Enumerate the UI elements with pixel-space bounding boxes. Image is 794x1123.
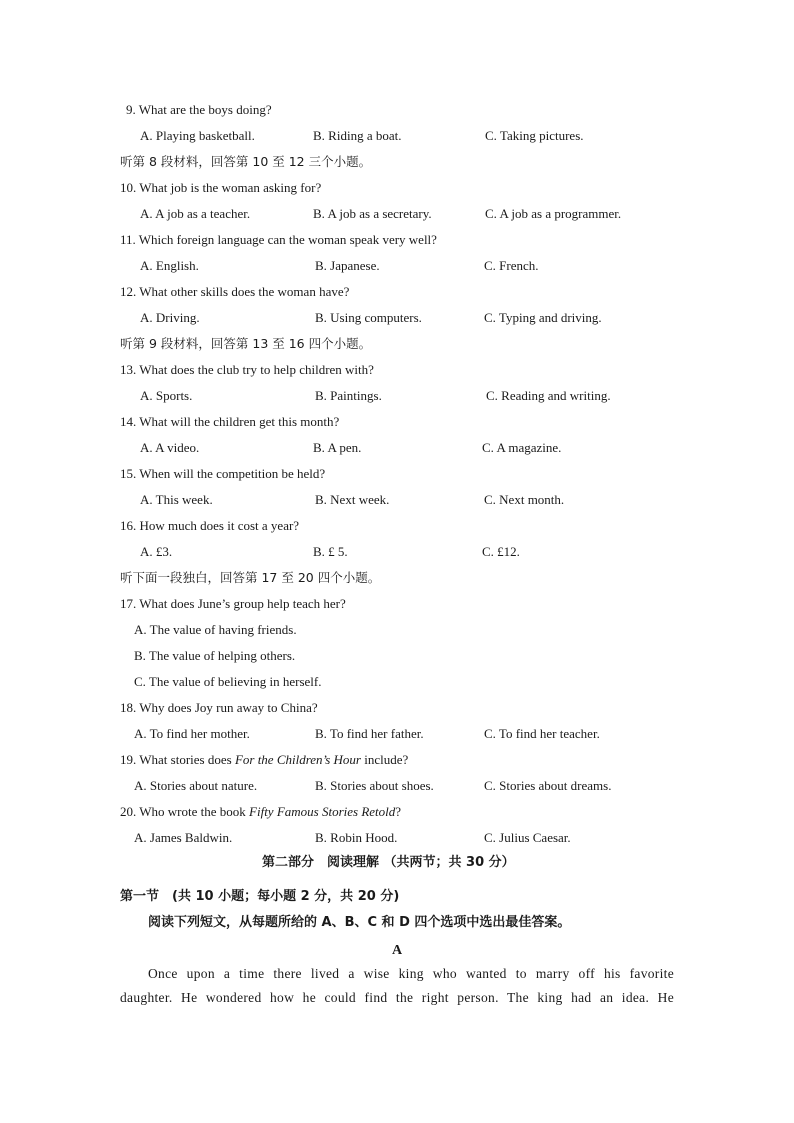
question-15: 15. When will the competition be held? bbox=[120, 466, 326, 481]
q17-option-c: C. The value of believing in herself. bbox=[134, 674, 322, 689]
q11-option-c: C. French. bbox=[484, 258, 539, 273]
q18-option-c: C. To find her teacher. bbox=[484, 726, 600, 741]
q15-option-a: A. This week. bbox=[140, 492, 213, 507]
question-10: 10. What job is the woman asking for? bbox=[120, 180, 322, 195]
section-8-instruction: 听第 8 段材料，回答第 10 至 12 三个小题。 bbox=[120, 154, 372, 169]
q19-option-b: B. Stories about shoes. bbox=[315, 778, 434, 793]
q16-option-b: B. £ 5. bbox=[313, 544, 348, 559]
q19-option-c: C. Stories about dreams. bbox=[484, 778, 612, 793]
q13-option-a: A. Sports. bbox=[140, 388, 193, 403]
q14-option-c: C. A magazine. bbox=[482, 440, 562, 455]
q20-option-b: B. Robin Hood. bbox=[315, 830, 398, 845]
q12-option-c: C. Typing and driving. bbox=[484, 310, 602, 325]
question-20-stem-start: 20. Who wrote the book bbox=[120, 804, 250, 819]
q15-option-b: B. Next week. bbox=[315, 492, 390, 507]
book-title: Fifty Famous Stories Retold bbox=[249, 804, 396, 819]
q18-option-a: A. To find her mother. bbox=[134, 726, 250, 741]
q14-option-a: A. A video. bbox=[140, 440, 200, 455]
question-20-stem-end: ? bbox=[395, 804, 402, 819]
q9-option-a: A. Playing basketball. bbox=[140, 128, 255, 143]
book-title: For the Children’s Hour bbox=[234, 752, 361, 767]
q13-option-b: B. Paintings. bbox=[315, 388, 382, 403]
q16-option-c: C. £12. bbox=[482, 544, 520, 559]
q13-option-c: C. Reading and writing. bbox=[486, 388, 611, 403]
question-17: 17. What does June’s group help teach her? bbox=[120, 596, 346, 611]
q17-option-a: A. The value of having friends. bbox=[134, 622, 297, 637]
section-10-instruction: 听下面一段独白，回答第 17 至 20 四个小题。 bbox=[120, 570, 381, 585]
q11-option-b: B. Japanese. bbox=[315, 258, 380, 273]
q17-option-b: B. The value of helping others. bbox=[134, 648, 296, 663]
q10-option-a: A. A job as a teacher. bbox=[140, 206, 251, 221]
q11-option-a: A. English. bbox=[140, 258, 199, 273]
q19-option-a: A. Stories about nature. bbox=[134, 778, 258, 793]
q20-option-a: A. James Baldwin. bbox=[134, 830, 233, 845]
q15-option-c: C. Next month. bbox=[484, 492, 565, 507]
q12-option-b: B. Using computers. bbox=[315, 310, 422, 325]
question-11: 11. Which foreign language can the woman speak very well? bbox=[120, 232, 437, 247]
q12-option-a: A. Driving. bbox=[140, 310, 200, 325]
section-1-heading: 第一节 (共 10 小题；每小题 2 分，共 20 分) bbox=[120, 889, 400, 904]
q16-option-a: A. £3. bbox=[140, 544, 173, 559]
reading-instruction: 阅读下列短文，从每题所给的 A、B、C 和 D 四个选项中选出最佳答案。 bbox=[148, 915, 571, 930]
question-13: 13. What does the club try to help children with? bbox=[120, 362, 374, 377]
passage-line-1: Once upon a time there lived a wise king who wanted to marry off his favorite bbox=[148, 966, 674, 981]
q20-option-c: C. Julius Caesar. bbox=[484, 830, 571, 845]
q14-option-b: B. A pen. bbox=[313, 440, 362, 455]
section-9-instruction: 听第 9 段材料，回答第 13 至 16 四个小题。 bbox=[120, 336, 372, 351]
q18-option-b: B. To find her father. bbox=[315, 726, 424, 741]
question-19-stem-end: include? bbox=[360, 752, 409, 767]
q9-option-b: B. Riding a boat. bbox=[313, 128, 402, 143]
q9-option-c: C. Taking pictures. bbox=[485, 128, 584, 143]
passage-label: A bbox=[391, 943, 403, 958]
question-19 bbox=[120, 752, 408, 768]
question-16: 16. How much does it cost a year? bbox=[120, 518, 300, 533]
question-9: 9. What are the boys doing? bbox=[126, 102, 272, 117]
question-18: 18. Why does Joy run away to China? bbox=[120, 700, 318, 715]
question-14: 14. What will the children get this month? bbox=[120, 414, 340, 429]
question-12: 12. What other skills does the woman have? bbox=[120, 284, 350, 299]
passage-line-2: daughter. He wondered how he could find the right person. The king had an idea. He bbox=[120, 990, 674, 1005]
question-19-stem-start: 19. What stories does bbox=[120, 752, 235, 767]
question-20 bbox=[120, 804, 401, 820]
part-2-heading: 第二部分 阅读理解 （共两节；共 30 分） bbox=[262, 855, 515, 870]
q10-option-b: B. A job as a secretary. bbox=[313, 206, 432, 221]
q10-option-c: C. A job as a programmer. bbox=[485, 206, 622, 221]
